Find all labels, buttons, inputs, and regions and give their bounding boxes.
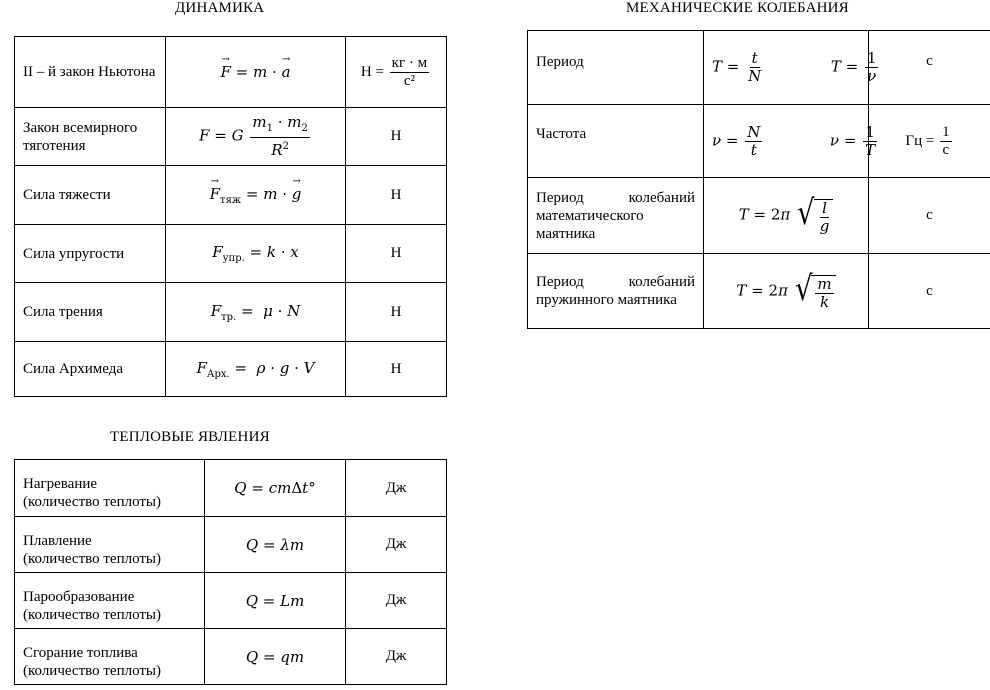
table-row [15, 225, 447, 283]
table-row [528, 105, 990, 178]
gravitation-law-formula: F = G $\frac{m_1 \cdot m_2}{R^2}$ [166, 108, 346, 166]
table-row [15, 573, 447, 629]
row-name: Период колебаний пружинного маятника [528, 254, 704, 329]
row-unit: Дж [346, 460, 447, 517]
row-name: Парообразование (количество теплоты) [15, 573, 205, 629]
period-formula: T = $\frac{t}{N}$ T = $\frac{1}{\nu}$ [704, 31, 869, 105]
row-name: Закон всемирного тяготения [15, 108, 166, 166]
combustion-formula: Q = qm [205, 629, 346, 685]
table-row [15, 37, 447, 108]
row-name: Период [528, 31, 704, 105]
melting-formula: Q = λm [205, 517, 346, 573]
vaporization-formula: Q = Lm [205, 573, 346, 629]
table-row [528, 254, 990, 329]
row-unit: Дж [346, 629, 447, 685]
row-name: Период колебаний математического маятника [528, 178, 704, 254]
row-unit: Н [346, 166, 447, 225]
row-unit: Н [346, 225, 447, 283]
row-name: Сгорание топлива (количество теплоты) [15, 629, 205, 685]
row-name: Плавление (количество теплоты) [15, 517, 205, 573]
table-row [15, 517, 447, 573]
oscillations-title: МЕХАНИЧЕСКИЕ КОЛЕБАНИЯ [626, 0, 849, 16]
oscillations-table [527, 30, 990, 329]
row-unit: Н [346, 342, 447, 397]
row-name: Частота [528, 105, 704, 178]
row-name: Сила Архимеда [15, 342, 166, 397]
dynamics-table [14, 36, 447, 397]
gravity-force-formula: → $F_{тяж} = m$ · → g [166, 166, 346, 225]
row-unit: Дж [346, 517, 447, 573]
dynamics-title: ДИНАМИКА [175, 0, 265, 16]
frequency-formula: ν = $\frac{N}{t}$ ν = $\frac{1}{T}$ [704, 105, 869, 178]
row-name: II – й закон Ньютона [15, 37, 166, 108]
spring-pendulum-period-formula: T = 2π √ $\frac{m}{k}$ [704, 254, 869, 329]
row-name: Сила упругости [15, 225, 166, 283]
elastic-force-formula: $F_{упр.} = k \cdot x$ [166, 225, 346, 283]
row-name: Сила тяжести [15, 166, 166, 225]
heating-formula: Q = cmΔt° [205, 460, 346, 517]
table-row [15, 108, 447, 166]
newton-unit: Н = $\frac{кг \cdot м}{\text{с²}}$ [346, 37, 447, 108]
pendulum-period-formula: T = 2π √ $\frac{l}{g}$ [704, 178, 869, 254]
table-row [15, 166, 447, 225]
table-row [528, 31, 990, 105]
table-row [528, 178, 990, 254]
thermal-title: ТЕПЛОВЫЕ ЯВЛЕНИЯ [110, 429, 270, 445]
table-row [15, 460, 447, 517]
row-name: Сила трения [15, 283, 166, 342]
table-row [15, 629, 447, 685]
newton-second-law-formula: → F = m · → a [166, 37, 346, 108]
table-row [15, 342, 447, 397]
table-row [15, 283, 447, 342]
thermal-table [14, 459, 447, 685]
row-unit: с [869, 254, 990, 329]
row-unit: Н [346, 108, 447, 166]
row-name: Нагревание (количество теплоты) [15, 460, 205, 517]
row-unit: Н [346, 283, 447, 342]
row-unit: Дж [346, 573, 447, 629]
row-unit: с [869, 31, 990, 105]
archimedes-force-formula: $F_{Арх.} = \rho \cdot g \cdot V$ [166, 342, 346, 397]
friction-force-formula: $F_{тр.} = \mu \cdot N$ [166, 283, 346, 342]
row-unit: с [869, 178, 990, 254]
hertz-unit: Гц = $\frac{1}{с}$ [869, 105, 990, 178]
